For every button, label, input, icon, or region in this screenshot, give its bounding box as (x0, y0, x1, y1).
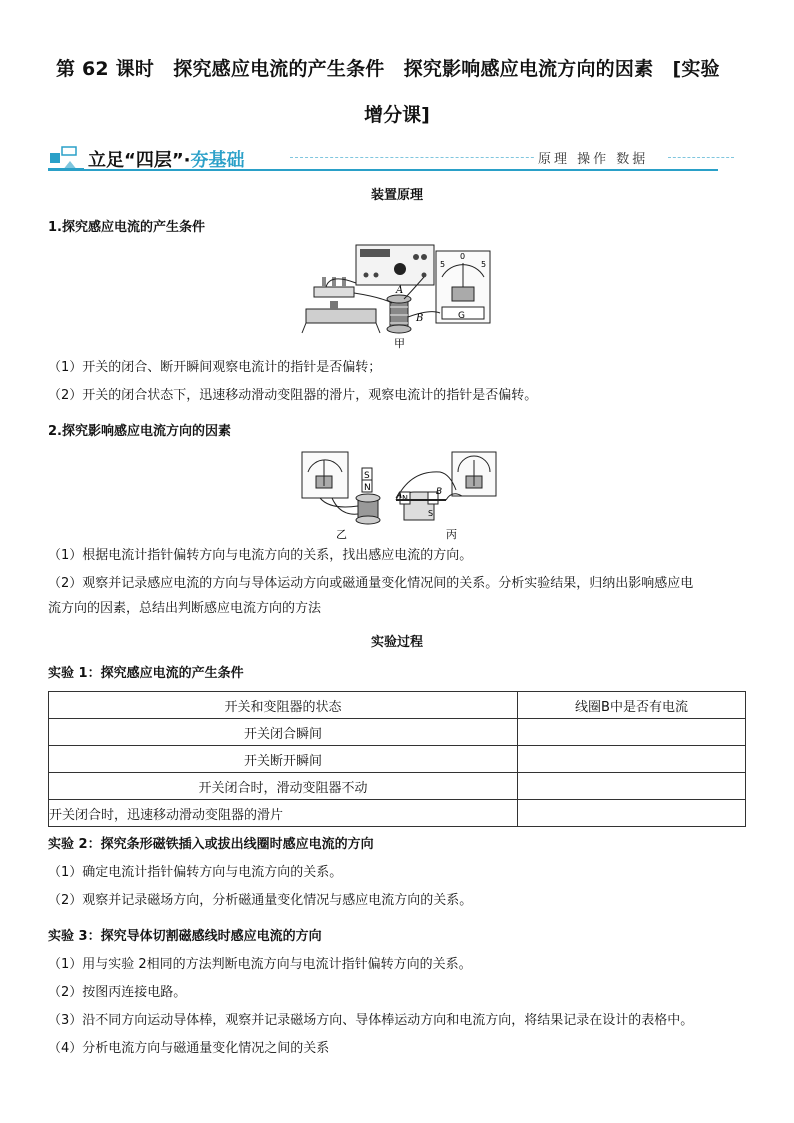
jia-scale-right: 5 (481, 260, 487, 269)
part2-item-2: （2）观察并记录感应电流的方向与导体运动方向或磁通量变化情况间的关系。分析实验结果，归纳出影响感应电 (48, 576, 694, 591)
page-title: 第 62 课时 探究感应电流的产生条件 探究影响感应电流方向的因素 [实验 (56, 58, 720, 80)
table-cell-state: 开关闭合瞬间 (49, 719, 518, 746)
jia-label-g: G (458, 311, 465, 321)
banner-underline (48, 169, 718, 171)
jia-scale-mid: 0 (460, 252, 466, 261)
banner-divider (290, 157, 574, 158)
section-banner (48, 145, 718, 173)
part2-item-1: （1）根据电流计指针偏转方向与电流方向的关系，找出感应电流的方向。 (48, 548, 473, 563)
yi-magnet-s: S (364, 471, 370, 481)
exp1-heading: 实验 1：探究感应电流的产生条件 (48, 666, 244, 681)
bing-magnet-s: S (428, 509, 434, 518)
exp3-item-1: （1）用与实验 2相同的方法判断电流方向与电流计指针偏转方向的关系。 (48, 957, 472, 972)
banner-divider-right (668, 157, 734, 158)
exp2-item-1: （1）确定电流计指针偏转方向与电流方向的关系。 (48, 865, 343, 880)
figure-caption-jia: 甲 (394, 337, 405, 350)
table-row (49, 746, 746, 773)
page-title-continued: 增分课] (364, 104, 430, 126)
bing-magnet-n: N (402, 494, 408, 503)
jia-label-b: B (416, 313, 424, 324)
bing-label-b: B (436, 487, 443, 497)
principle-heading: 装置原理 (370, 188, 423, 203)
exp1-table (48, 691, 746, 827)
table-header-row (49, 692, 746, 719)
bing-label-a: A (396, 491, 403, 501)
process-heading: 实验过程 (370, 635, 423, 650)
table-header-state: 开关和变阻器的状态 (49, 692, 518, 719)
figure-caption-bing: 丙 (446, 528, 457, 541)
part1-item-1: （1）开关的闭合、断开瞬间观察电流计的指针是否偏转； (48, 360, 382, 375)
table-header-current: 线圈B中是否有电流 (518, 692, 746, 719)
table-row (49, 719, 746, 746)
exp3-item-3: （3）沿不同方向运动导体棒，观察并记录磁场方向、导体棒运动方向和电流方向，将结果记录在设计的表格中。 (48, 1013, 694, 1028)
part2-heading: 2.探究影响感应电流方向的因素 (48, 424, 231, 439)
part1-heading: 1.探究感应电流的产生条件 (48, 220, 205, 235)
table-cell-state: 开关闭合时，迅速移动滑动变阻器的滑片 (49, 800, 518, 827)
exp3-item-2: （2）按图丙连接电路。 (48, 985, 187, 1000)
table-row (49, 800, 746, 827)
apparatus-figure-yi-bing (300, 450, 500, 542)
exp2-item-2: （2）观察并记录磁场方向，分析磁通量变化情况与感应电流方向的关系。 (48, 893, 473, 908)
table-cell-answer[interactable] (518, 746, 746, 773)
banner-title-accent: 夯基础 (190, 150, 245, 171)
table-cell-answer[interactable] (518, 800, 746, 827)
table-cell-answer[interactable] (518, 773, 746, 800)
jia-scale-left: 5 (440, 260, 446, 269)
table-row (49, 773, 746, 800)
exp3-item-4: （4）分析电流方向与磁通量变化情况之间的关系 (48, 1041, 330, 1056)
part1-item-2: （2）开关的闭合状态下，迅速移动滑动变阻器的滑片，观察电流计的指针是否偏转。 (48, 388, 538, 403)
table-cell-state: 开关断开瞬间 (49, 746, 518, 773)
yi-magnet-n: N (364, 483, 371, 493)
banner-tags: 原理 操作 数据 (534, 148, 652, 167)
figure-caption-yi: 乙 (336, 528, 347, 541)
table-cell-state: 开关闭合时，滑动变阻器不动 (49, 773, 518, 800)
exp3-heading: 实验 3：探究导体切割磁感线时感应电流的方向 (48, 929, 322, 944)
exp2-heading: 实验 2：探究条形磁铁插入或拔出线圈时感应电流的方向 (48, 837, 374, 852)
jia-label-a: A (396, 285, 404, 296)
table-cell-answer[interactable] (518, 719, 746, 746)
apparatus-figure-jia (300, 243, 500, 351)
banner-title: 立足“四层”·夯基础 (88, 150, 245, 171)
part2-item-2-cont: 流方向的因素，总结出判断感应电流方向的方法 (48, 601, 322, 616)
